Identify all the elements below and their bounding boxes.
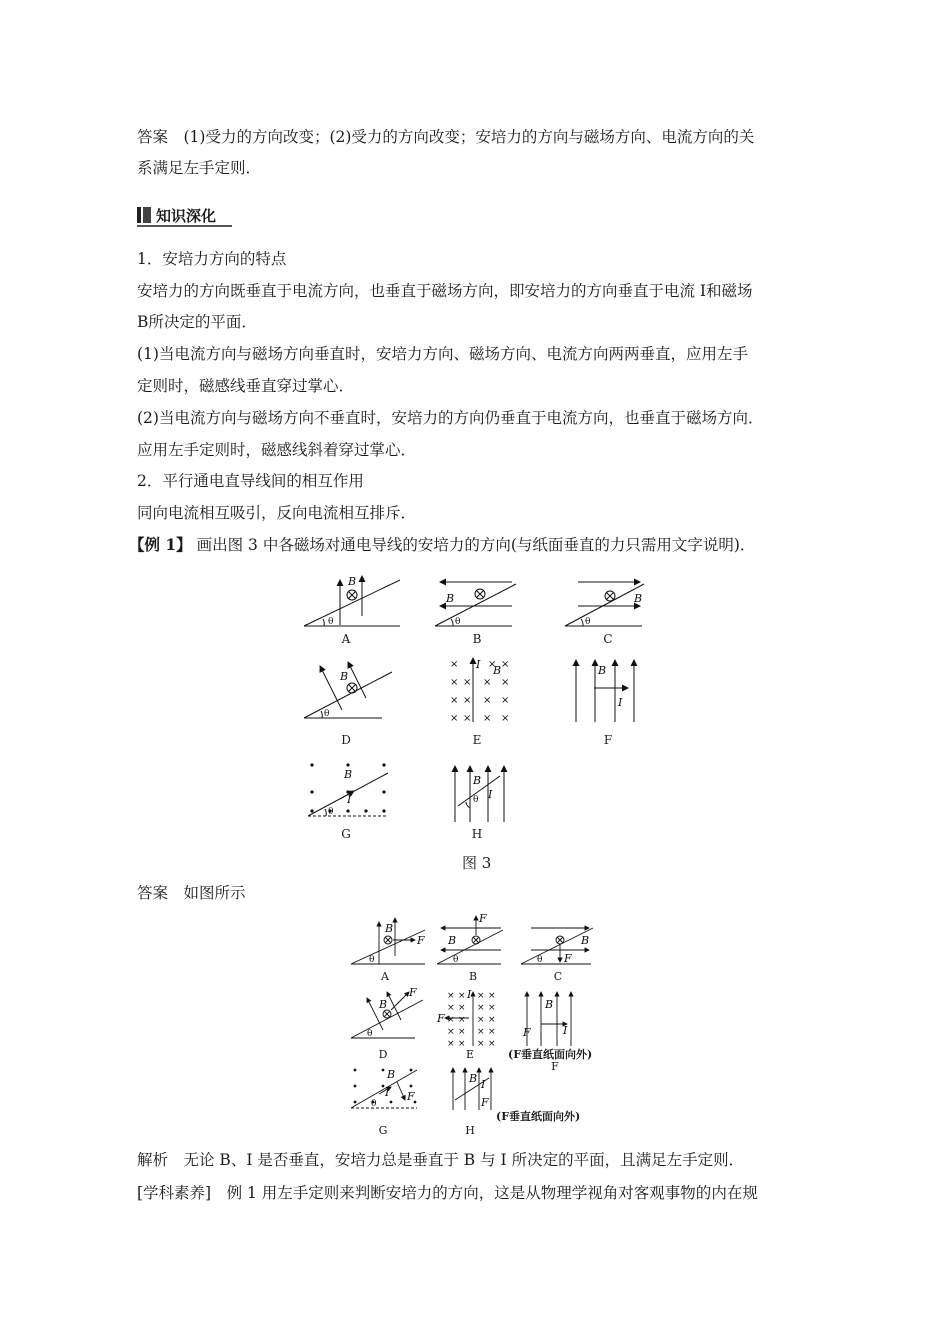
svg-text:×: ×: [458, 1039, 466, 1049]
knowledge-paragraph-1a: 安培力的方向既垂直于电流方向，也垂直于磁场方向，即安培力的方向垂直于电流 I和磁场: [137, 282, 753, 300]
svg-text:×: ×: [488, 1027, 496, 1037]
answer-caption-a: A: [381, 970, 389, 983]
svg-text:B: B: [469, 1072, 478, 1085]
svg-text:F: F: [407, 1090, 415, 1103]
answer-f-note: (F垂直纸面向外): [508, 1048, 593, 1061]
svg-text:F: F: [564, 952, 572, 965]
svg-text:×: ×: [450, 659, 459, 670]
svg-text:F: F: [409, 986, 417, 999]
svg-text:×: ×: [458, 991, 466, 1001]
svg-text:θ: θ: [455, 617, 461, 627]
svg-text:×: ×: [447, 1039, 455, 1049]
example-answer: 答案 如图所示: [137, 884, 246, 902]
knowledge-paragraph-2a: (1)当电流方向与磁场方向垂直时，安培力方向、磁场方向、电流方向两两垂直，应用左手: [137, 345, 748, 363]
svg-text:B: B: [448, 934, 457, 947]
svg-text:×: ×: [477, 1015, 485, 1025]
svg-text:×: ×: [488, 1003, 496, 1013]
svg-text:×: ×: [458, 1015, 466, 1025]
svg-text:θ: θ: [537, 955, 543, 965]
svg-text:×: ×: [450, 713, 459, 724]
svg-text:×: ×: [447, 1027, 455, 1037]
knowledge-paragraph-3b: 应用左手定则时，磁感线斜着穿过掌心．: [137, 441, 417, 459]
section-underline: [137, 225, 232, 227]
svg-text:θ: θ: [371, 1099, 377, 1109]
svg-text:I: I: [347, 793, 352, 806]
svg-text:I: I: [481, 1078, 486, 1091]
svg-text:×: ×: [463, 695, 472, 706]
fig3-caption-d: D: [341, 733, 351, 747]
section-bar-icon: [137, 207, 151, 223]
svg-text:θ: θ: [473, 795, 479, 805]
knowledge-heading-2: 2．平行通电直导线间的相互作用: [137, 472, 364, 490]
svg-text:B: B: [545, 998, 554, 1011]
svg-text:I: I: [618, 696, 623, 709]
svg-text:I: I: [488, 788, 493, 801]
svg-text:θ: θ: [328, 617, 334, 627]
svg-text:B: B: [581, 934, 590, 947]
svg-text:θ: θ: [585, 617, 591, 627]
svg-text:×: ×: [501, 659, 510, 670]
svg-text:×: ×: [447, 991, 455, 1001]
svg-text:F: F: [437, 1012, 445, 1025]
fig3-caption-e: E: [472, 733, 482, 747]
svg-text:×: ×: [450, 677, 459, 688]
svg-text:I: I: [563, 1024, 568, 1037]
answer-figure: [345, 910, 615, 1110]
svg-text:×: ×: [463, 713, 472, 724]
fig3-caption-h: H: [471, 827, 483, 841]
svg-text:×: ×: [501, 695, 510, 706]
knowledge-paragraph-3a: (2)当电流方向与磁场方向不垂直时，安培力的方向仍垂直于电流方向，也垂直于磁场方向．: [137, 409, 764, 427]
fig3-caption-a: A: [341, 632, 351, 646]
svg-text:×: ×: [477, 991, 485, 1001]
svg-text:×: ×: [463, 677, 472, 688]
answer-caption-d: D: [378, 1048, 388, 1061]
section-heading: [137, 204, 216, 226]
answer-caption-f: F: [551, 1060, 559, 1073]
svg-text:θ: θ: [453, 955, 459, 965]
svg-text:×: ×: [477, 1003, 485, 1013]
svg-text:B: B: [348, 575, 357, 588]
answer-caption-h: H: [465, 1124, 475, 1137]
knowledge-paragraph-1b: B所决定的平面．: [137, 313, 257, 331]
svg-text:F: F: [523, 1026, 531, 1039]
answer-caption-e: E: [465, 1048, 475, 1061]
svg-text:I: I: [385, 1086, 390, 1099]
svg-text:I: I: [476, 658, 481, 671]
answer-line-1: 答案 (1)受力的方向改变；(2)受力的方向改变；安培力的方向与磁场方向、电流方向的关: [137, 128, 755, 146]
svg-text:θ: θ: [369, 955, 375, 965]
analysis-line: 解析 无论 B、I 是否垂直，安培力总是垂直于 B 与 I 所决定的平面，且满足左手定则．: [137, 1151, 745, 1169]
svg-text:×: ×: [483, 695, 492, 706]
answer-line-2: 系满足左手定则．: [137, 159, 262, 177]
svg-text:×: ×: [450, 695, 459, 706]
svg-text:×: ×: [477, 1027, 485, 1037]
svg-text:×: ×: [458, 1003, 466, 1013]
svg-text:×: ×: [501, 713, 510, 724]
answer-h-note: (F垂直纸面向外): [496, 1110, 581, 1123]
svg-text:F: F: [417, 934, 425, 947]
literacy-line: [学科素养] 例 1 用左手定则来判断安培力的方向，这是从物理学视角对客观事物的内在规: [137, 1184, 758, 1202]
fig3-caption-g: G: [341, 827, 351, 841]
answer-caption-b: B: [468, 970, 478, 983]
knowledge-paragraph-4: 同向电流相互吸引，反向电流相互排斥．: [137, 504, 417, 522]
svg-text:×: ×: [458, 1027, 466, 1037]
svg-text:B: B: [446, 592, 455, 605]
knowledge-paragraph-2b: 定则时，磁感线垂直穿过掌心．: [137, 377, 355, 395]
svg-text:θ: θ: [367, 1029, 373, 1039]
svg-text:B: B: [473, 774, 482, 787]
svg-text:×: ×: [477, 1039, 485, 1049]
example-label: 【例 1】: [129, 535, 192, 554]
svg-text:×: ×: [501, 677, 510, 688]
svg-text:θ: θ: [328, 807, 334, 817]
svg-text:θ: θ: [324, 709, 330, 719]
example-line: [129, 535, 755, 555]
svg-text:F: F: [479, 912, 487, 925]
knowledge-heading-1: 1．安培力方向的特点: [137, 250, 287, 268]
svg-text:×: ×: [483, 713, 492, 724]
svg-text:B: B: [379, 998, 388, 1011]
diagram-c: [565, 582, 644, 626]
svg-text:B: B: [387, 1068, 396, 1081]
section-title: 知识深化: [156, 206, 217, 225]
answer-caption-c: C: [553, 970, 563, 983]
svg-text:×: ×: [488, 1039, 496, 1049]
figure-caption: 图 3: [462, 854, 492, 872]
svg-text:×: ×: [488, 1015, 496, 1025]
svg-text:B: B: [340, 670, 349, 683]
svg-text:×: ×: [447, 1003, 455, 1013]
example-text: 画出图 3 中各磁场对通电导线的安培力的方向(与纸面垂直的力只需用文字说明)．: [191, 536, 756, 554]
svg-text:I: I: [467, 988, 472, 1001]
svg-text:×: ×: [488, 991, 496, 1001]
svg-text:×: ×: [447, 1015, 455, 1025]
answer-caption-g: G: [378, 1124, 388, 1137]
svg-text:B: B: [385, 922, 394, 935]
svg-text:×: ×: [488, 659, 497, 670]
svg-text:×: ×: [483, 677, 492, 688]
fig3-caption-c: C: [603, 632, 613, 646]
fig3-caption-f: F: [603, 733, 613, 747]
svg-text:B: B: [634, 592, 643, 605]
figure-3: [290, 570, 660, 850]
svg-text:B: B: [344, 768, 353, 781]
svg-text:B: B: [598, 664, 607, 677]
fig3-caption-b: B: [472, 632, 482, 646]
svg-text:F: F: [481, 1096, 489, 1109]
svg-text:B: B: [493, 664, 502, 677]
